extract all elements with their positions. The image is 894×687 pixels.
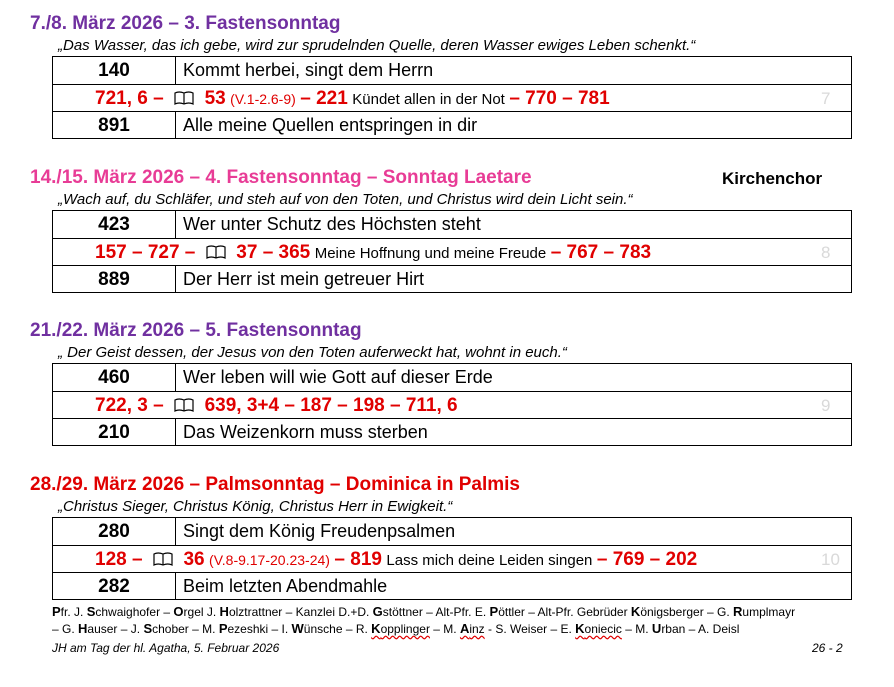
- song-title: Kündet allen in der Not: [352, 91, 505, 108]
- song-numbers: 639, 3+4 – 187 – 198 – 711, 6: [204, 395, 458, 416]
- staff-name-part: [631, 605, 733, 619]
- song-number: 889: [53, 266, 176, 292]
- book-icon: [174, 91, 194, 105]
- psalm-verses: (V.8-9.17-20.23-24): [209, 552, 330, 568]
- song-number: 423: [53, 211, 176, 238]
- staff-name-part: [173, 605, 219, 619]
- staff-list-line-1: [52, 604, 795, 619]
- song-table: [52, 210, 852, 293]
- reading-numbers: 157 – 727 –: [95, 242, 196, 263]
- readings-line: [95, 85, 610, 113]
- section-title: 14./15. März 2026 – 4. Fastensonntag – Sonntag Laetare: [30, 167, 532, 188]
- footer-page-number: 26 - 2: [812, 641, 843, 655]
- song-number: 460: [53, 364, 176, 391]
- staff-text: – G.: [52, 622, 79, 636]
- song-title: Singt dem König Freudenpsalmen: [183, 521, 456, 541]
- book-icon: [206, 245, 226, 259]
- staff-initial: S: [86, 604, 96, 619]
- staff-text: ezeshki – I.: [227, 622, 292, 636]
- staff-name-part: [371, 622, 430, 636]
- page-number: 9: [821, 396, 831, 415]
- reading-numbers: 128 –: [95, 549, 143, 570]
- staff-text: – M.: [429, 622, 460, 636]
- staff-initial: O: [173, 604, 184, 619]
- staff-text: rban – A. Deisl: [661, 622, 740, 636]
- song-title: Der Herr ist mein getreuer Hirt: [183, 269, 425, 289]
- staff-name-part: [143, 622, 218, 636]
- section-motto: „ Der Geist dessen, der Jesus von den Toten auferweckt hat, wohnt in euch.“: [58, 344, 567, 361]
- song-number: – 819: [334, 549, 382, 570]
- song-title: Lass mich deine Leiden singen: [386, 552, 593, 569]
- table-row: [53, 211, 851, 238]
- staff-text: chwaighofer –: [95, 605, 174, 619]
- song-number: 891: [53, 112, 176, 138]
- table-row: [53, 265, 851, 292]
- footer-note: JH am Tag der hl. Agatha, 5. Februar 2026: [52, 641, 280, 655]
- song-number: 210: [53, 419, 176, 445]
- table-row: [53, 545, 851, 572]
- song-title: Wer leben will wie Gott auf dieser Erde: [183, 367, 493, 387]
- readings-line: [95, 392, 458, 420]
- psalm-number: 36: [183, 549, 205, 570]
- table-row: [53, 57, 851, 84]
- staff-name-part: [430, 622, 460, 636]
- song-numbers: – 767 – 783: [550, 242, 652, 263]
- song-number: 140: [53, 57, 176, 84]
- table-row: [53, 84, 851, 111]
- staff-text: öttler – Alt-Pfr. Gebrüder: [498, 605, 631, 619]
- page-number: 10: [821, 550, 840, 569]
- song-number: 280: [53, 518, 176, 545]
- staff-initial: S: [143, 621, 153, 636]
- staff-initial: A: [459, 621, 470, 636]
- staff-text: inz: [469, 622, 485, 636]
- staff-name-part: [460, 622, 485, 636]
- staff-initial: K: [630, 604, 641, 619]
- song-title: Wer unter Schutz des Höchsten steht: [183, 214, 481, 234]
- staff-name-part: [575, 622, 622, 636]
- section-motto: „Wach auf, du Schläfer, und steh auf von den Toten, und Christus wird dein Licht sein.“: [58, 191, 633, 208]
- section-title: 7./8. März 2026 – 3. Fastensonntag: [30, 13, 341, 34]
- psalm-number: 37 – 365: [236, 242, 311, 263]
- page-number: 8: [821, 243, 831, 262]
- staff-text: chober – M.: [152, 622, 219, 636]
- staff-initial: H: [78, 621, 88, 636]
- staff-name-part: [52, 605, 87, 619]
- staff-name-part: [490, 605, 631, 619]
- staff-text: önigsberger – G.: [640, 605, 734, 619]
- staff-name-part: [733, 605, 795, 619]
- song-title: Alle meine Quellen entspringen in dir: [183, 115, 478, 135]
- readings-line: [95, 546, 697, 574]
- song-title: Das Weizenkorn muss sterben: [183, 422, 428, 442]
- staff-name-part: [622, 622, 652, 636]
- song-title: Meine Hoffnung und meine Freude: [314, 245, 547, 262]
- staff-text: fr. J.: [60, 605, 87, 619]
- section-motto: „Christus Sieger, Christus König, Christus Herr in Ewigkeit.“: [58, 498, 453, 515]
- staff-text: rgel J.: [183, 605, 220, 619]
- table-row: [53, 391, 851, 418]
- section-title: 21./22. März 2026 – 5. Fastensonntag: [30, 320, 362, 341]
- staff-name-part: [652, 622, 739, 636]
- table-row: [53, 572, 851, 599]
- song-title: Beim letzten Abendmahle: [183, 576, 388, 596]
- staff-text: – M.: [621, 622, 652, 636]
- song-table: [52, 363, 852, 446]
- staff-initial: P: [489, 604, 499, 619]
- staff-initial: R: [733, 604, 743, 619]
- staff-initial: U: [651, 621, 662, 636]
- book-icon: [153, 552, 173, 566]
- song-number: – 221: [300, 88, 348, 109]
- staff-name-part: [78, 622, 143, 636]
- staff-initial: W: [291, 621, 304, 636]
- reading-numbers: 722, 3 –: [95, 395, 164, 416]
- song-title: Kommt herbei, singt dem Herrn: [183, 60, 434, 80]
- song-numbers: – 769 – 202: [596, 549, 698, 570]
- song-numbers: – 770 – 781: [509, 88, 610, 109]
- table-row: [53, 364, 851, 391]
- staff-name-part: [292, 622, 372, 636]
- readings-line: [95, 239, 651, 267]
- staff-text: olztrattner – Kanzlei D.+D.: [228, 605, 373, 619]
- staff-name-part: [87, 605, 174, 619]
- staff-name-part: [485, 622, 575, 636]
- staff-initial: H: [219, 604, 229, 619]
- page-number: 7: [821, 89, 831, 108]
- staff-name-part: [220, 605, 373, 619]
- staff-text: oniecic: [584, 622, 622, 636]
- staff-text: - S. Weiser – E.: [484, 622, 576, 636]
- staff-name-part: [52, 622, 78, 636]
- staff-initial: P: [52, 604, 61, 619]
- staff-text: opplinger: [380, 622, 430, 636]
- staff-name-part: [373, 605, 490, 619]
- staff-initial: P: [218, 621, 228, 636]
- staff-name-part: [219, 622, 292, 636]
- staff-text: stöttner – Alt-Pfr. E.: [382, 605, 490, 619]
- book-icon: [174, 398, 194, 412]
- section-title: 28./29. März 2026 – Palmsonntag – Dominica in Palmis: [30, 474, 520, 495]
- staff-text: auser – J.: [87, 622, 144, 636]
- staff-text: umplmayr: [742, 605, 796, 619]
- staff-initial: G: [372, 604, 383, 619]
- table-row: [53, 418, 851, 445]
- table-row: [53, 518, 851, 545]
- psalm-verses: (V.1-2.6-9): [230, 91, 296, 107]
- table-row: [53, 111, 851, 138]
- choir-label: Kirchenchor: [722, 169, 823, 188]
- song-table: [52, 517, 852, 600]
- staff-initial: K: [371, 621, 381, 636]
- reading-numbers: 721, 6 –: [95, 88, 164, 109]
- song-table: [52, 56, 852, 139]
- section-motto: „Das Wasser, das ich gebe, wird zur sprudelnden Quelle, deren Wasser ewiges Leben schenkt.“: [58, 37, 696, 54]
- psalm-number: 53: [204, 88, 226, 109]
- staff-initial: K: [575, 621, 585, 636]
- table-row: [53, 238, 851, 265]
- staff-list-line-2: [52, 621, 739, 636]
- staff-text: ünsche – R.: [303, 622, 372, 636]
- song-number: 282: [53, 573, 176, 599]
